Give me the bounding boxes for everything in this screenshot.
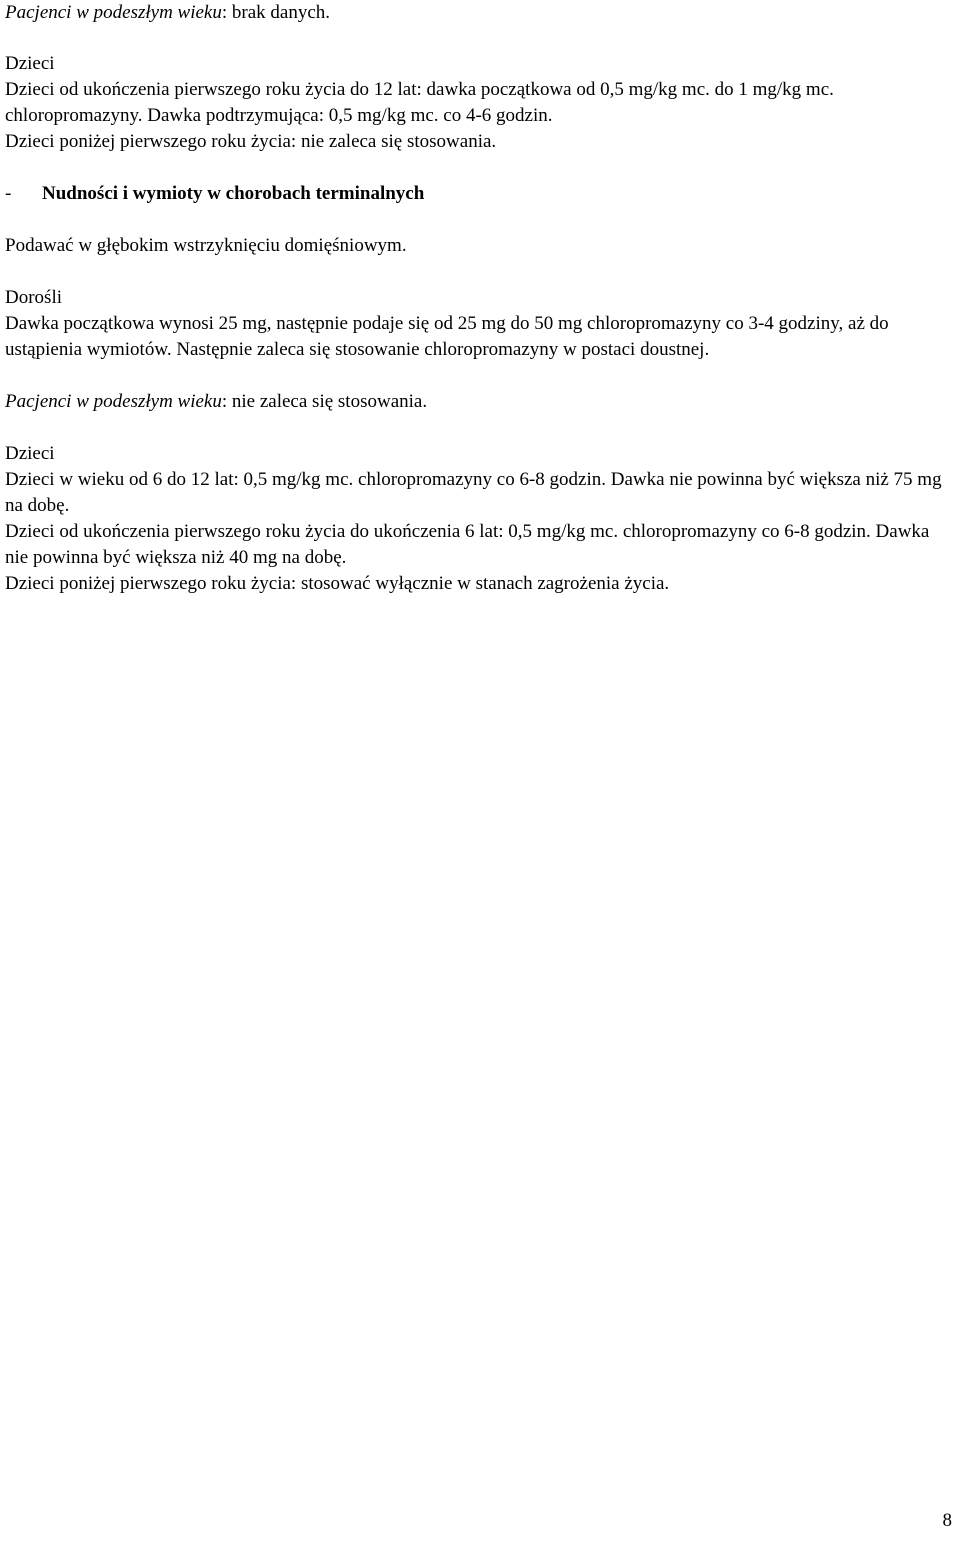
elderly-text: : brak danych. xyxy=(221,2,331,23)
administration-note: Podawać w głębokim wstrzyknięciu domięśniowym. xyxy=(5,235,407,256)
children-dosage-1: Dzieci od ukończenia pierwszego roku życia do 12 lat: dawka początkowa od 0,5 mg/kg mc. do 1 mg/kg mc. chloropromazyny. Dawka podtrzymująca: 0,5 mg/kg mc. co 4-6 godzin. xyxy=(5,79,834,126)
list-dash: - xyxy=(5,183,12,204)
adults-dosage: Dawka początkowa wynosi 25 mg, następnie podaje się od 25 mg do 50 mg chloropromazyny co 3-4 godziny, aż do ustąpienia wymiotów. Następnie zaleca się stosowanie chloropromazyny w postaci doustnej. xyxy=(5,313,889,360)
elderly-note-1 xyxy=(5,0,955,26)
children-dosage-6-12: Dzieci w wieku od 6 do 12 lat: 0,5 mg/kg mc. chloropromazyny co 6-8 godzin. Dawka nie powinna być większa niż 75 mg na dobę. xyxy=(5,469,942,516)
children-heading-2: Dzieci xyxy=(5,443,55,464)
section-heading xyxy=(5,181,955,207)
elderly-label: Pacjenci w podeszłym wieku xyxy=(5,2,222,23)
elderly-label: Pacjenci w podeszłym wieku xyxy=(5,391,222,412)
elderly-text: : nie zaleca się stosowania. xyxy=(221,391,428,412)
children-heading-1: Dzieci xyxy=(5,53,55,74)
document-page xyxy=(5,0,955,597)
adults-heading: Dorośli xyxy=(5,287,62,308)
section-title: Nudności i wymioty w chorobach terminalnych xyxy=(42,183,425,204)
children-infant-2: Dzieci poniżej pierwszego roku życia: stosować wyłącznie w stanach zagrożenia życia. xyxy=(5,573,670,594)
children-dosage-1-6: Dzieci od ukończenia pierwszego roku życia do ukończenia 6 lat: 0,5 mg/kg mc. chloropromazyny co 6-8 godzin. Dawka nie powinna być większa niż 40 mg na dobę. xyxy=(5,521,930,568)
page-number: 8 xyxy=(942,1510,952,1531)
elderly-note-2 xyxy=(5,389,955,415)
children-infant-1: Dzieci poniżej pierwszego roku życia: nie zaleca się stosowania. xyxy=(5,131,497,152)
